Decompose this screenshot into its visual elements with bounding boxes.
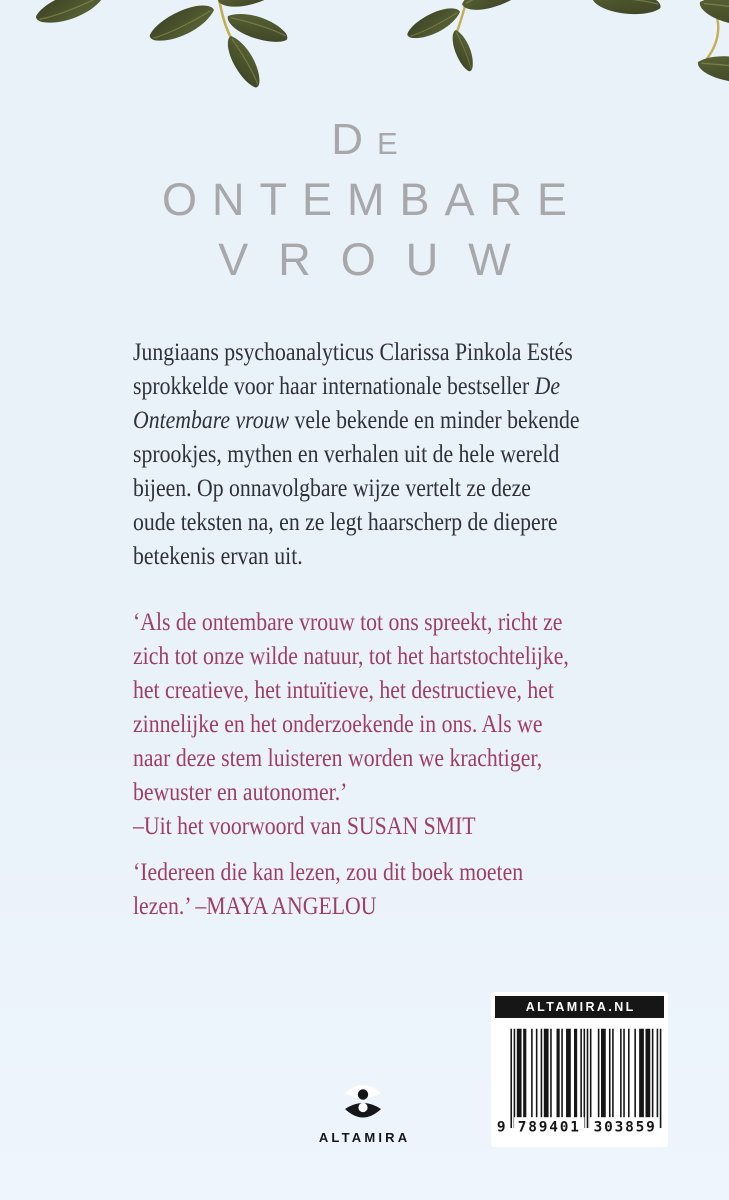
- text-line: bewuster en autonomer.’: [133, 779, 348, 806]
- text-line: Ontembare vrouw vele bekende en minder bekende: [133, 407, 580, 434]
- ean-barcode-icon: [496, 1023, 663, 1141]
- text-line: zinnelijke en het onderzoekende in ons. Als we: [133, 711, 543, 738]
- title-line-3: VROUW: [218, 234, 541, 285]
- text-line: oude teksten na, en ze legt haarscherp de diepere: [133, 509, 558, 536]
- text-line: lezen.’ –MAYA ANGELOU: [133, 893, 377, 920]
- text-line: ‘Iedereen die kan lezen, zou dit boek moeten: [133, 859, 524, 886]
- text-line: zich tot onze wilde natuur, tot het hartstochtelijke,: [133, 643, 569, 670]
- publisher-logo: [313, 1082, 413, 1145]
- leaf-cluster-top: [590, 0, 697, 20]
- text-line: Jungiaans psychoanalyticus Clarissa Pinkola Estés: [133, 339, 573, 366]
- altamira-eye-icon: [344, 1082, 382, 1124]
- leaf-cluster-center-right: [403, 0, 543, 74]
- leaf-cluster-center-left: [145, 0, 291, 92]
- title-line-1: De: [331, 115, 412, 164]
- leaf-cluster-right: [695, 0, 729, 89]
- title-line-2: ONTEMBARE: [161, 174, 583, 225]
- text-line: bijeen. Op onnavolgbare wijze vertelt ze deze: [133, 475, 531, 502]
- publisher-website: ALTAMIRA.NL: [495, 996, 664, 1018]
- leaf-cluster-left: [32, 0, 107, 29]
- text-line: sprokkelde voor haar internationale bestseller De: [133, 373, 560, 400]
- text-line: ‘Als de ontembare vrouw tot ons spreekt, richt ze: [133, 609, 563, 636]
- barcode-digits-left: 789401: [517, 1119, 581, 1136]
- text-line: –Uit het voorwoord van SUSAN SMIT: [133, 813, 476, 840]
- text-line: sprookjes, mythen en verhalen uit de hele wereld: [133, 441, 560, 468]
- maya-angelou-quote: [133, 856, 693, 924]
- barcode-digits-right: 303859: [593, 1119, 657, 1136]
- barcode-digit-lead: 9: [496, 1119, 506, 1136]
- publisher-name: ALTAMIRA: [318, 1130, 411, 1145]
- text-line: naar deze stem luisteren worden we krachtiger,: [133, 745, 543, 772]
- barcode-panel: [491, 992, 668, 1147]
- text-line: het creatieve, het intuïtieve, het destructieve, het: [133, 677, 554, 704]
- synopsis-paragraph: [133, 336, 693, 574]
- book-title: [0, 110, 729, 290]
- susan-smit-quote: [133, 606, 693, 844]
- text-line: betekenis ervan uit.: [133, 543, 303, 570]
